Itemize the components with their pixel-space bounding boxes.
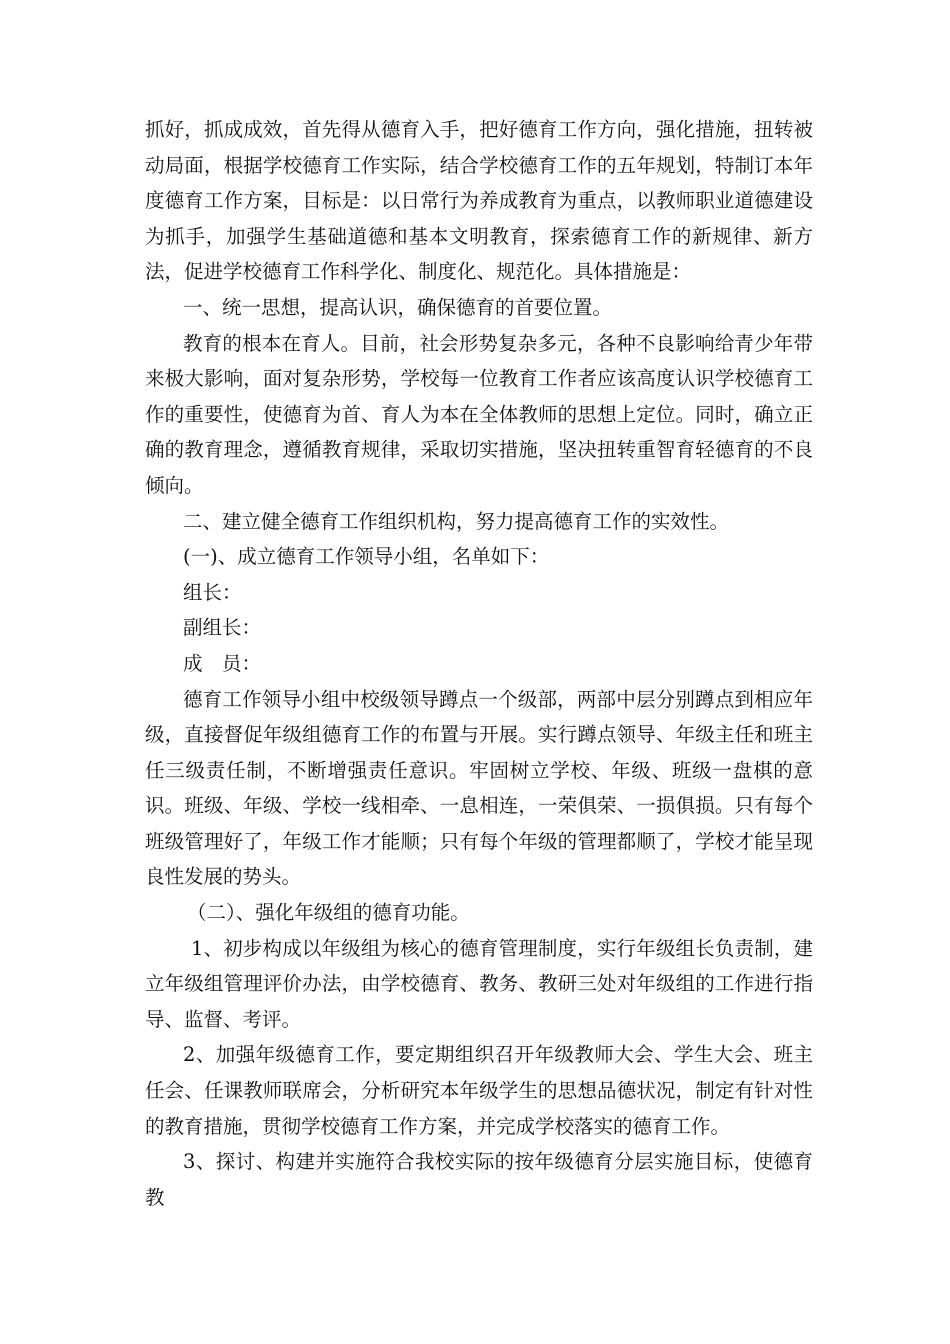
heading-section-2: 二、建立健全德育工作组织机构，努力提高德育工作的实效性。 [183,509,730,533]
list-item-2: 2、加强年级德育工作，要定期组织召开年级教师大会、学生大会、班主任会、任课教师联席会，分析研究本年级学生的思想品德状况，制定有针对性的教育措施，贯彻学校德育工作方案，并完成学校落实的德育工作。 [145,1043,813,1138]
subheading-grade-group: （二）、强化年级组的德育功能。 [187,901,470,925]
paragraph-section-1: 教育的根本在育人。目前，社会形势复杂多元，各种不良影响给青少年带来极大影响，面对复杂形势，学校每一位教育工作者应该高度认识学校德育工作的重要性，使德育为首、育人为本在全体教师的思想上定位。同时，确立正确的教育理念，遵循教育规律，采取切实措施，坚决扭转重智育轻德育的不良倾向。 [145,331,813,497]
document-page [145,112,813,1215]
list-item-3: 3、探讨、构建并实施符合我校实际的按年级德育分层实施目标，使德育教 [145,1150,813,1209]
subheading-leadership-group: (一)、成立德育工作领导小组，名单如下： [183,545,550,569]
label-deputy-leader: 副组长： [183,616,262,640]
label-members: 成 员： [183,651,262,675]
heading-section-1: 一、统一思想，提高认识，确保德育的首要位置。 [183,295,613,319]
label-group-leader: 组长： [183,580,242,604]
paragraph-intro: 抓好，抓成成效，首先得从德育入手，把好德育工作方向，强化措施，扭转被动局面，根据学校德育工作实际，结合学校德育工作的五年规划，特制订本年度德育工作方案，目标是：以日常行为养成教育为重点，以教师职业道德建设为抓手，加强学生基础道德和基本文明教育，探索德育工作的新规律、新方法，促进学校德育工作科学化、制度化、规范化。具体措施是： [145,118,813,284]
paragraph-leadership-duties: 德育工作领导小组中校级领导蹲点一个级部，两部中层分别蹲点到相应年级，直接督促年级组德育工作的布置与开展。实行蹲点领导、年级主任和班主任三级责任制，不断增强责任意识。牢固树立学校、年级、班级一盘棋的意识。班级、年级、学校一线相牵、一息相连，一荣俱荣、一损俱损。只有每个班级管理好了，年级工作才能顺；只有每个年级的管理都顺了，学校才能呈现良性发展的势头。 [145,687,813,889]
list-item-1: 1、初步构成以年级组为核心的德育管理制度，实行年级组长负责制，建立年级组管理评价办法，由学校德育、教务、教研三处对年级组的工作进行指导、监督、考评。 [145,936,813,1031]
